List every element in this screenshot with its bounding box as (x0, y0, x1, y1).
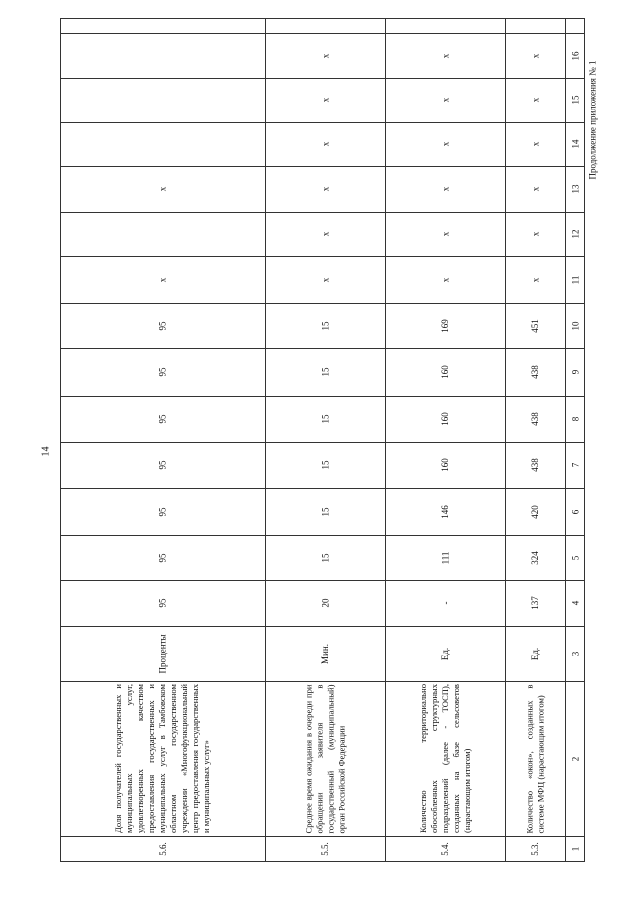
row-description-text: Количество «окон», созданных в системе МФЦ (нарастающим итогом) (524, 684, 545, 833)
value-cell-text: x (320, 97, 330, 103)
value-cell-text: x (320, 141, 330, 147)
value-cell-text: 15 (320, 553, 330, 562)
column-header-9 (565, 348, 585, 396)
value-cell (385, 303, 505, 348)
row-description (505, 681, 565, 836)
value-cell-text: 324 (530, 550, 540, 565)
value-cell-text: - (440, 601, 450, 605)
value-cell-text: x (440, 97, 450, 103)
value-cell-text: x (530, 186, 540, 192)
value-cell (505, 348, 565, 396)
value-cell (505, 256, 565, 303)
value-cell-text: 146 (440, 504, 450, 519)
row-description (60, 681, 265, 836)
value-cell-text: 169 (440, 318, 450, 333)
column-header-13-text: 13 (570, 184, 580, 194)
value-cell (265, 303, 385, 348)
value-cell-text: x (530, 97, 540, 103)
value-cell (60, 348, 265, 396)
column-header-7 (565, 442, 585, 488)
value-cell-text: 95 (157, 367, 168, 377)
column-header-12 (565, 212, 585, 256)
value-cell-text: x (320, 186, 330, 192)
value-cell-text: 111 (440, 551, 450, 564)
column-header-11 (565, 256, 585, 303)
value-cell-text: x (320, 53, 330, 58)
value-cell-text: x (320, 277, 330, 282)
value-cell-text: 95 (157, 414, 168, 424)
value-cell (265, 580, 385, 626)
column-header-7-text: 7 (570, 462, 580, 468)
value-cell-text: 15 (320, 460, 330, 470)
value-cell (265, 442, 385, 488)
row-unit-text: Ед. (439, 647, 450, 660)
value-cell (60, 535, 265, 580)
value-cell-text: 438 (530, 458, 540, 472)
column-header-3 (565, 626, 585, 681)
column-header-15-text: 15 (570, 95, 580, 105)
value-cell (505, 122, 565, 166)
value-cell-text: x (157, 186, 168, 192)
column-header-10-text: 10 (570, 321, 580, 330)
value-cell-text: 438 (530, 412, 540, 426)
value-cell (265, 256, 385, 303)
column-header-8 (565, 396, 585, 442)
column-header-3-text: 3 (570, 651, 580, 656)
value-cell (385, 348, 505, 396)
value-cell-text: 420 (530, 504, 540, 519)
column-header-6-text: 6 (570, 509, 580, 514)
value-cell-text: 15 (320, 507, 330, 516)
value-cell (60, 166, 265, 212)
column-header-1-text: 1 (570, 846, 580, 852)
value-cell (60, 396, 265, 442)
column-header-2 (565, 681, 585, 836)
value-cell-text: x (440, 277, 450, 282)
value-cell (265, 122, 385, 166)
column-header-4-text: 4 (570, 600, 580, 606)
value-cell (265, 396, 385, 442)
value-cell (505, 212, 565, 256)
value-cell-text: 95 (157, 321, 168, 330)
value-cell (265, 212, 385, 256)
column-header-16-text: 16 (570, 51, 580, 60)
value-cell (265, 33, 385, 78)
value-cell-text: 451 (530, 318, 540, 333)
value-cell-text: x (440, 186, 450, 192)
row-description-text: Доля получателей государственных и муниципальных услуг, удовлетворенных качеством предоставления государственных и муниципальных услуг в Тамбовском областном государственном учреждении «Многофункциональный центр предоставления государственных и муниципальных услуг» (113, 684, 211, 833)
value-cell (60, 33, 265, 78)
value-cell-text: x (440, 141, 450, 147)
value-cell-text: 95 (157, 553, 168, 562)
value-cell-text: x (530, 231, 540, 237)
column-header-16 (565, 33, 585, 78)
value-cell (385, 535, 505, 580)
value-cell (385, 442, 505, 488)
column-header-15 (565, 78, 585, 122)
value-cell-text: x (440, 53, 450, 58)
value-cell-text: 15 (320, 367, 330, 377)
value-cell-text: 95 (157, 507, 168, 516)
value-cell (60, 256, 265, 303)
value-cell (385, 580, 505, 626)
row-number (385, 836, 505, 862)
value-cell (60, 303, 265, 348)
page-number: 14 (40, 446, 52, 456)
row-unit-text: Мин. (319, 643, 330, 664)
value-cell-text: 160 (440, 458, 450, 472)
value-cell-text: 20 (320, 598, 330, 608)
row-description (385, 681, 505, 836)
row-number-text: 5.3. (530, 842, 540, 856)
value-cell (265, 166, 385, 212)
row-unit (60, 626, 265, 681)
continuation-label: Продолжение приложения № 1 (588, 60, 598, 180)
value-cell-text: 95 (157, 460, 168, 470)
value-cell (385, 166, 505, 212)
row-number (60, 836, 265, 862)
column-header-12-text: 12 (570, 229, 580, 239)
value-cell (505, 33, 565, 78)
row-unit (385, 626, 505, 681)
value-cell (505, 303, 565, 348)
value-cell-text: x (440, 231, 450, 237)
value-cell-text: x (530, 141, 540, 147)
data-table (60, 18, 585, 862)
value-cell-text: 15 (320, 321, 330, 330)
value-cell (265, 488, 385, 535)
value-cell-text: x (157, 277, 168, 282)
value-cell (265, 348, 385, 396)
row-unit-text: Ед. (529, 647, 540, 660)
row-number-text: 5.6. (157, 842, 168, 856)
value-cell (505, 78, 565, 122)
value-cell (505, 580, 565, 626)
value-cell (385, 256, 505, 303)
row-description-text: Количество территориально обособленных структурных подразделений (далее - ТОСП), созданных на базе сельсоветов (нарастающим итогом) (417, 684, 472, 833)
row-number (505, 836, 565, 862)
column-header-4 (565, 580, 585, 626)
column-header-5 (565, 535, 585, 580)
row-number (265, 836, 385, 862)
column-header-10 (565, 303, 585, 348)
value-cell-text: 95 (157, 598, 168, 608)
value-cell (60, 580, 265, 626)
value-cell (385, 78, 505, 122)
value-cell-text: 160 (440, 365, 450, 379)
value-cell-text: 15 (320, 414, 330, 424)
value-cell-text: x (530, 277, 540, 282)
value-cell-text: 137 (530, 596, 540, 610)
value-cell (60, 212, 265, 256)
value-cell (60, 442, 265, 488)
column-header-9-text: 9 (570, 369, 580, 375)
column-header-5-text: 5 (570, 555, 580, 560)
row-description (265, 681, 385, 836)
value-cell (265, 535, 385, 580)
column-header-13 (565, 166, 585, 212)
value-cell (265, 78, 385, 122)
column-header-1 (565, 836, 585, 862)
column-header-11-text: 11 (569, 275, 580, 284)
value-cell (385, 122, 505, 166)
value-cell (505, 396, 565, 442)
value-cell (505, 535, 565, 580)
value-cell (60, 488, 265, 535)
value-cell-text: x (320, 231, 330, 237)
value-cell (60, 122, 265, 166)
value-cell (385, 212, 505, 256)
row-unit-text: Проценты (157, 633, 168, 674)
value-cell (505, 488, 565, 535)
row-number-text: 5.4. (440, 842, 450, 856)
value-cell (385, 33, 505, 78)
value-cell (385, 488, 505, 535)
column-header-2-text: 2 (570, 756, 580, 761)
value-cell (60, 78, 265, 122)
value-cell (505, 442, 565, 488)
value-cell-text: x (530, 53, 540, 58)
value-cell-text: 160 (440, 412, 450, 426)
column-header-14 (565, 122, 585, 166)
column-header-6 (565, 488, 585, 535)
value-cell (505, 166, 565, 212)
value-cell-text: 438 (530, 365, 540, 379)
column-header-8-text: 8 (570, 416, 580, 422)
row-number-text: 5.5. (320, 842, 330, 856)
row-unit (265, 626, 385, 681)
row-description-text: Среднее время ожидания в очереди при обращении заявителя в государственный (муниципальный) орган Российской Федерации (303, 684, 346, 833)
value-cell (385, 396, 505, 442)
row-unit (505, 626, 565, 681)
column-header-14-text: 14 (570, 139, 580, 149)
